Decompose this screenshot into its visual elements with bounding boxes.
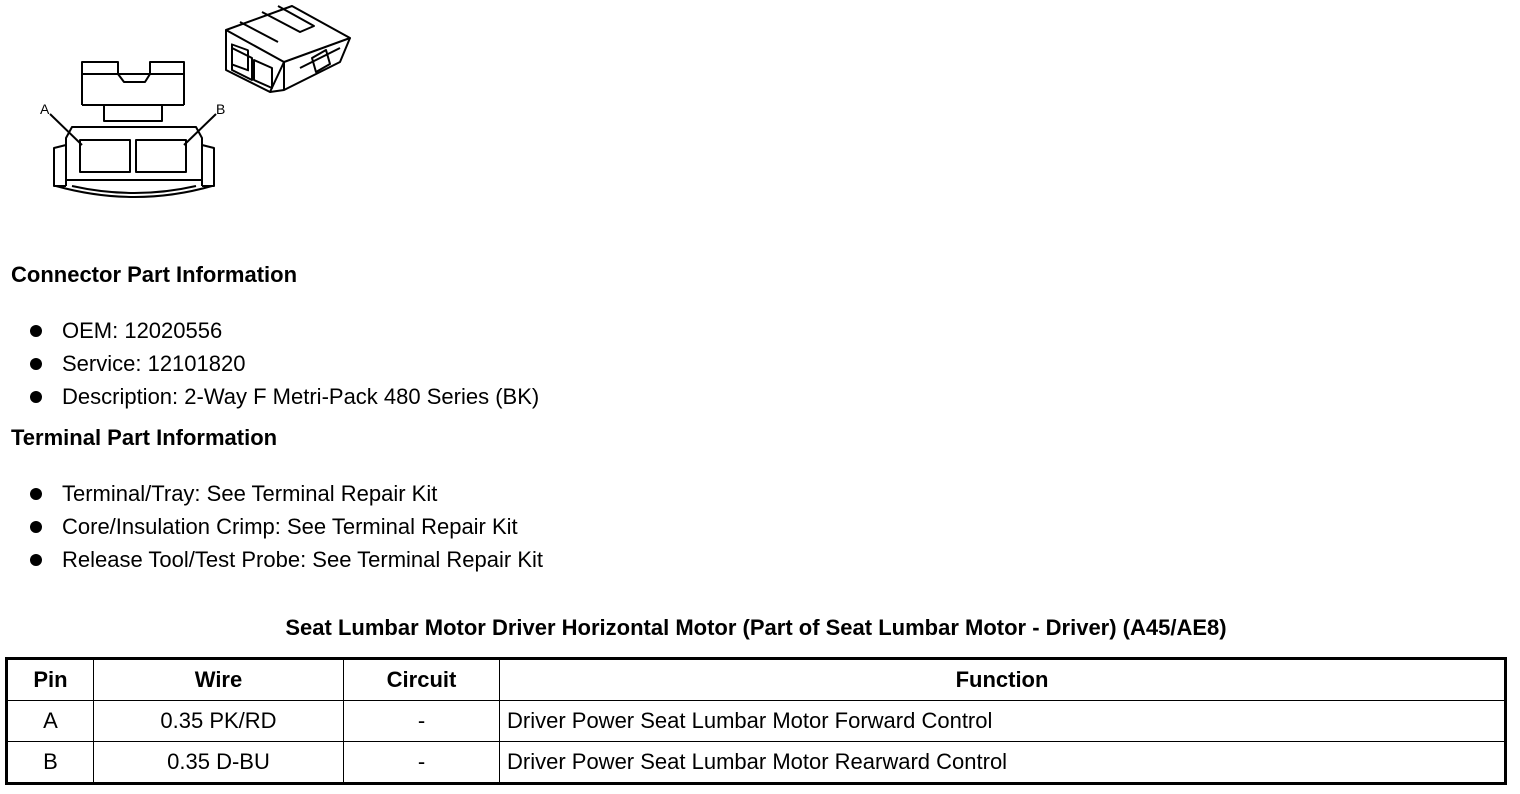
cell-circuit: -	[344, 742, 500, 784]
table-row	[7, 701, 1506, 742]
list-item: Service: 12101820	[28, 347, 539, 380]
table-row	[7, 742, 1506, 784]
list-item: OEM: 12020556	[28, 314, 539, 347]
table-header-row	[7, 659, 1506, 701]
header-wire: Wire	[94, 659, 344, 701]
list-item: Terminal/Tray: See Terminal Repair Kit	[28, 477, 543, 510]
cell-wire: 0.35 PK/RD	[94, 701, 344, 742]
pin-a-label: A	[40, 101, 50, 117]
table-title: Seat Lumbar Motor Driver Horizontal Motor (Part of Seat Lumbar Motor - Driver) (A45/AE8)	[285, 615, 1227, 640]
connector-iso-view	[226, 6, 350, 92]
header-function: Function	[500, 659, 1506, 701]
cell-pin: B	[7, 742, 94, 784]
connector-front-view	[50, 62, 216, 197]
pin-b-label: B	[216, 101, 226, 117]
terminal-part-heading: Terminal Part Information	[11, 425, 278, 450]
cell-pin: A	[7, 701, 94, 742]
header-pin: Pin	[7, 659, 94, 701]
list-item: Description: 2-Way F Metri-Pack 480 Series (BK)	[28, 380, 539, 413]
list-item: Release Tool/Test Probe: See Terminal Repair Kit	[28, 543, 543, 576]
connector-part-heading: Connector Part Information	[11, 262, 298, 287]
cell-function: Driver Power Seat Lumbar Motor Rearward Control	[500, 742, 1506, 784]
terminal-part-list	[28, 477, 543, 576]
connector-diagram	[0, 0, 360, 215]
cell-circuit: -	[344, 701, 500, 742]
cell-function: Driver Power Seat Lumbar Motor Forward Control	[500, 701, 1506, 742]
header-circuit: Circuit	[344, 659, 500, 701]
pin-table	[5, 657, 1507, 785]
list-item: Core/Insulation Crimp: See Terminal Repair Kit	[28, 510, 543, 543]
cell-wire: 0.35 D-BU	[94, 742, 344, 784]
connector-part-list	[28, 314, 539, 413]
